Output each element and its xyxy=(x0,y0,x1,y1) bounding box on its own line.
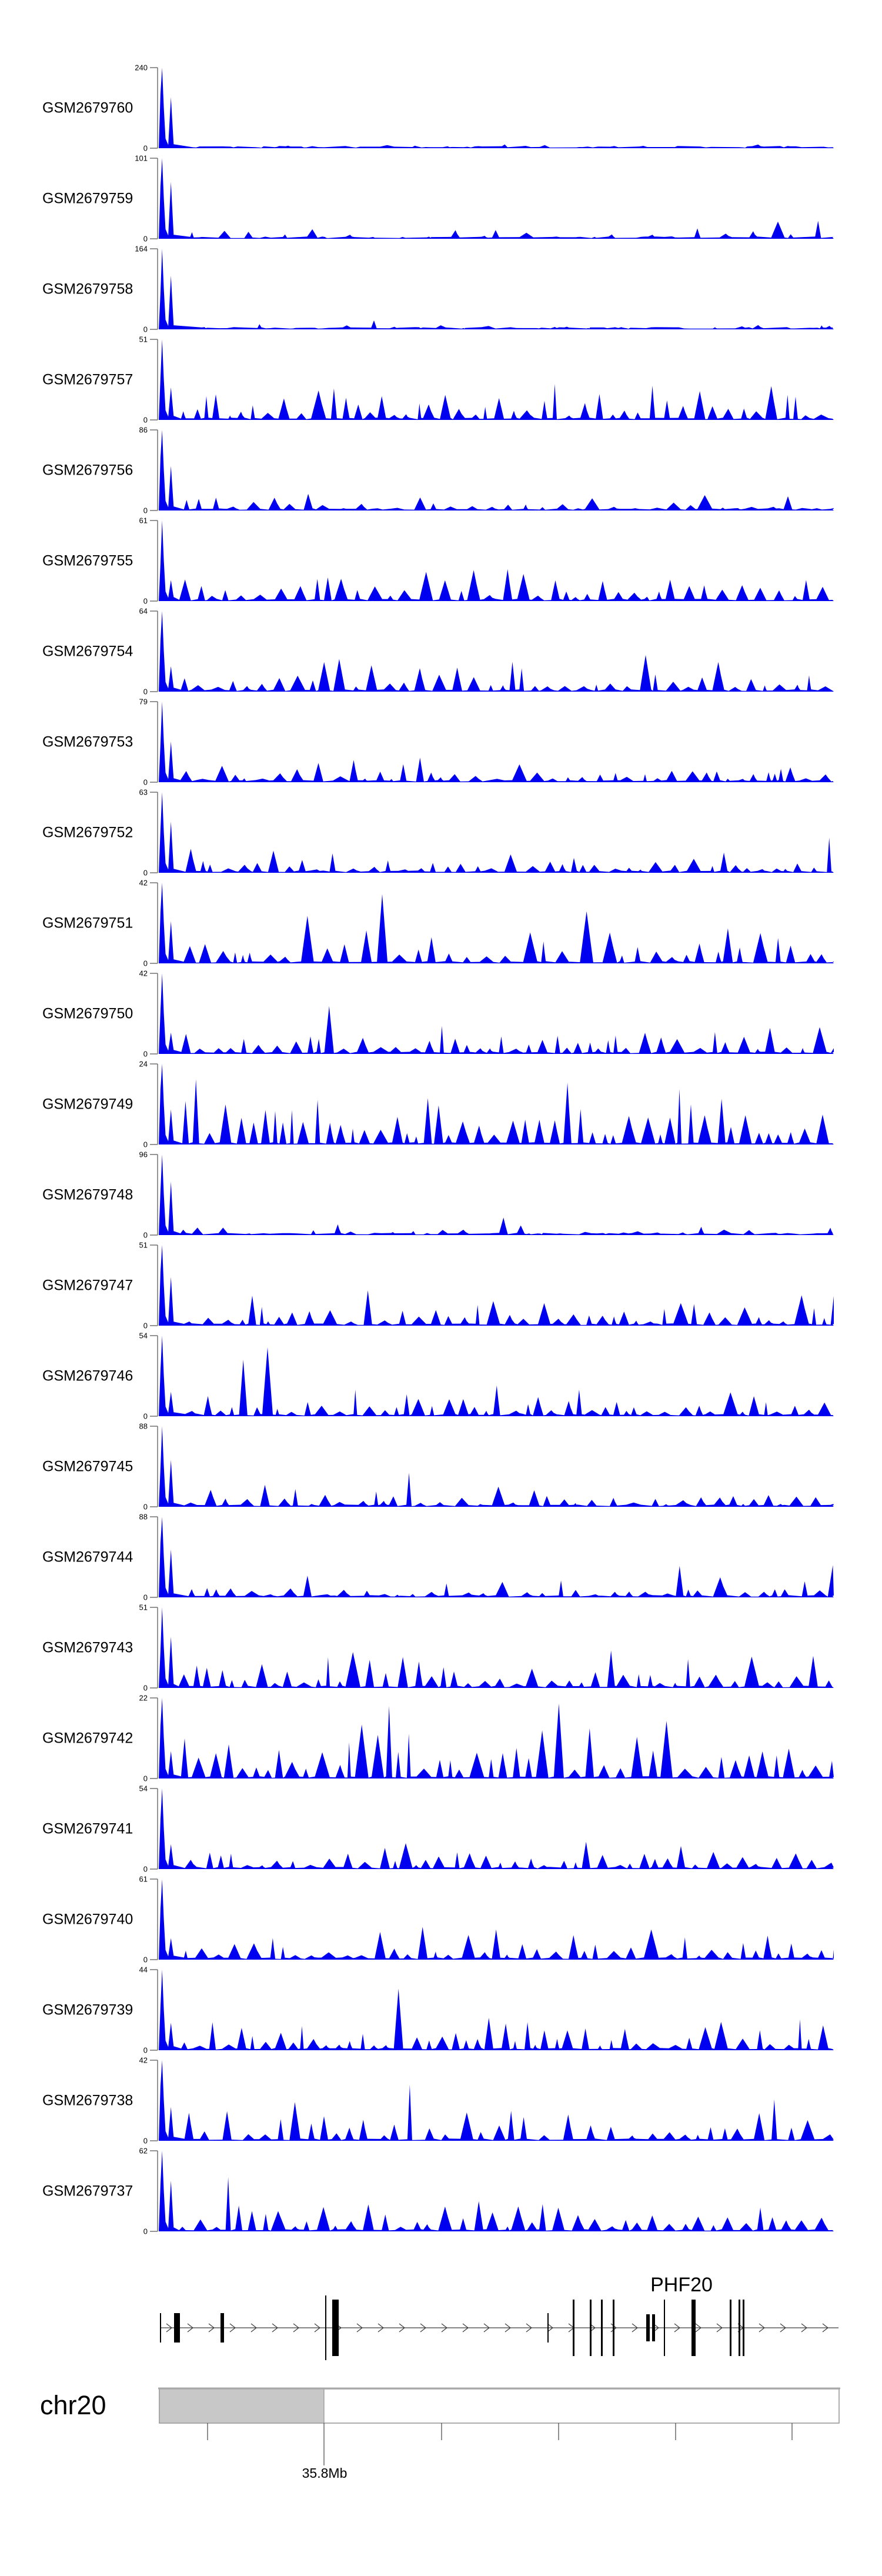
track-ymax-label: 96 xyxy=(139,1150,148,1159)
track-ymax-label: 62 xyxy=(139,2146,148,2155)
coverage-track-row xyxy=(0,425,882,515)
track-ymax-label: 42 xyxy=(139,2056,148,2065)
coverage-track-row xyxy=(0,1874,882,1964)
track-ymin-label: 0 xyxy=(143,144,148,153)
track-ymax-label: 79 xyxy=(139,697,148,706)
track-sample-label: GSM2679744 xyxy=(42,1549,133,1565)
track-ymin-label: 0 xyxy=(143,1049,148,1059)
gene-name-label: PHF20 xyxy=(650,2274,713,2296)
track-ymax-label: 51 xyxy=(139,1240,148,1250)
track-sample-label: GSM2679760 xyxy=(42,99,133,116)
exon-box xyxy=(646,2314,650,2341)
exon-box xyxy=(613,2300,614,2356)
track-ymax-label: 88 xyxy=(139,1422,148,1431)
track-ymax-label: 61 xyxy=(139,516,148,525)
exon-box xyxy=(739,2300,740,2356)
track-ymin-label: 0 xyxy=(143,325,148,334)
exon-box xyxy=(174,2313,180,2343)
coverage-track-row xyxy=(0,1059,882,1149)
track-ymin-label: 0 xyxy=(143,2227,148,2236)
exon-box xyxy=(547,2313,549,2343)
exon-box xyxy=(325,2295,326,2360)
track-ymin-label: 0 xyxy=(143,1412,148,1421)
ideogram-highlight-region xyxy=(159,2389,324,2423)
track-ymax-label: 61 xyxy=(139,1874,148,1884)
coverage-track-row xyxy=(0,63,882,153)
track-sample-label: GSM2679750 xyxy=(42,1005,133,1022)
exon-box xyxy=(332,2300,339,2356)
coverage-track-row xyxy=(0,516,882,606)
track-sample-label: GSM2679742 xyxy=(42,1730,133,1746)
track-ymin-label: 0 xyxy=(143,868,148,877)
track-sample-label: GSM2679757 xyxy=(42,371,133,388)
track-ymax-label: 44 xyxy=(139,1965,148,1974)
track-sample-label: GSM2679743 xyxy=(42,1639,133,1656)
track-ymax-label: 22 xyxy=(139,1693,148,1703)
track-sample-label: GSM2679753 xyxy=(42,733,133,750)
exon-box xyxy=(590,2300,592,2356)
track-sample-label: GSM2679749 xyxy=(42,1096,133,1112)
coverage-track-row xyxy=(0,1422,882,1511)
coverage-track-row xyxy=(0,788,882,877)
track-ymin-label: 0 xyxy=(143,1230,148,1240)
track-ymax-label: 42 xyxy=(139,878,148,887)
exon-box xyxy=(573,2300,574,2356)
coverage-track-row xyxy=(0,1784,882,1874)
track-ymin-label: 0 xyxy=(143,2136,148,2145)
track-ymin-label: 0 xyxy=(143,1955,148,1964)
chromosome-name-label: chr20 xyxy=(40,2390,106,2420)
axis-position-label: 35.8Mb xyxy=(302,2465,348,2481)
track-sample-label: GSM2679740 xyxy=(42,1911,133,1927)
exon-box xyxy=(160,2313,161,2343)
track-sample-label: GSM2679737 xyxy=(42,2183,133,2199)
coverage-track-row xyxy=(0,1965,882,2055)
track-sample-label: GSM2679752 xyxy=(42,824,133,840)
track-ymin-label: 0 xyxy=(143,959,148,968)
track-ymin-label: 0 xyxy=(143,415,148,425)
exon-box xyxy=(743,2300,744,2356)
coverage-track-row xyxy=(0,2056,882,2145)
track-ymax-label: 101 xyxy=(135,154,148,163)
track-ymin-label: 0 xyxy=(143,1864,148,1874)
track-ymin-label: 0 xyxy=(143,1321,148,1330)
track-ymax-label: 54 xyxy=(139,1331,148,1340)
track-sample-label: GSM2679738 xyxy=(42,2092,133,2108)
track-ymax-label: 164 xyxy=(135,244,148,253)
track-ymin-label: 0 xyxy=(143,506,148,515)
track-ymax-label: 24 xyxy=(139,1059,148,1069)
coverage-track-row xyxy=(0,697,882,787)
track-sample-label: GSM2679755 xyxy=(42,552,133,569)
track-ymin-label: 0 xyxy=(143,1593,148,1602)
track-ymin-label: 0 xyxy=(143,1683,148,1693)
track-ymax-label: 54 xyxy=(139,1784,148,1793)
coverage-track-row xyxy=(0,969,882,1059)
coverage-track-row xyxy=(0,1150,882,1240)
track-ymax-label: 63 xyxy=(139,788,148,797)
track-ymin-label: 0 xyxy=(143,596,148,606)
coverage-track-row xyxy=(0,1240,882,1330)
exon-box xyxy=(691,2300,696,2356)
coverage-track-row xyxy=(0,1603,882,1693)
exon-box xyxy=(220,2313,224,2343)
coverage-track-row xyxy=(0,335,882,425)
coverage-track-row xyxy=(0,1512,882,1602)
track-sample-label: GSM2679745 xyxy=(42,1458,133,1474)
track-ymin-label: 0 xyxy=(143,1140,148,1149)
track-ymax-label: 42 xyxy=(139,969,148,978)
coverage-track-row xyxy=(0,154,882,243)
exon-box xyxy=(730,2300,731,2356)
track-sample-label: GSM2679751 xyxy=(42,915,133,931)
track-sample-label: GSM2679746 xyxy=(42,1367,133,1384)
coverage-track-row xyxy=(0,1693,882,1783)
track-ymin-label: 0 xyxy=(143,778,148,787)
track-ymax-label: 240 xyxy=(135,63,148,72)
track-sample-label: GSM2679741 xyxy=(42,1820,133,1837)
exon-box xyxy=(601,2300,603,2356)
track-ymin-label: 0 xyxy=(143,1774,148,1783)
track-ymin-label: 0 xyxy=(143,234,148,243)
coverage-track-row xyxy=(0,2146,882,2236)
track-sample-label: GSM2679756 xyxy=(42,462,133,478)
track-sample-label: GSM2679758 xyxy=(42,281,133,297)
track-ymax-label: 64 xyxy=(139,606,148,616)
coverage-track-row xyxy=(0,606,882,696)
track-sample-label: GSM2679739 xyxy=(42,2001,133,2018)
track-ymax-label: 51 xyxy=(139,335,148,344)
track-ymin-label: 0 xyxy=(143,687,148,696)
coverage-track-row xyxy=(0,1331,882,1421)
track-ymax-label: 88 xyxy=(139,1512,148,1521)
coverage-track-row xyxy=(0,878,882,968)
track-ymax-label: 51 xyxy=(139,1603,148,1612)
track-sample-label: GSM2679748 xyxy=(42,1186,133,1203)
exon-box xyxy=(664,2300,665,2356)
track-ymin-label: 0 xyxy=(143,1502,148,1511)
exon-box xyxy=(652,2314,655,2341)
track-sample-label: GSM2679759 xyxy=(42,190,133,206)
track-ymax-label: 86 xyxy=(139,425,148,435)
track-sample-label: GSM2679754 xyxy=(42,643,133,659)
track-sample-label: GSM2679747 xyxy=(42,1277,133,1293)
track-ymin-label: 0 xyxy=(143,2046,148,2055)
coverage-track-row xyxy=(0,244,882,334)
